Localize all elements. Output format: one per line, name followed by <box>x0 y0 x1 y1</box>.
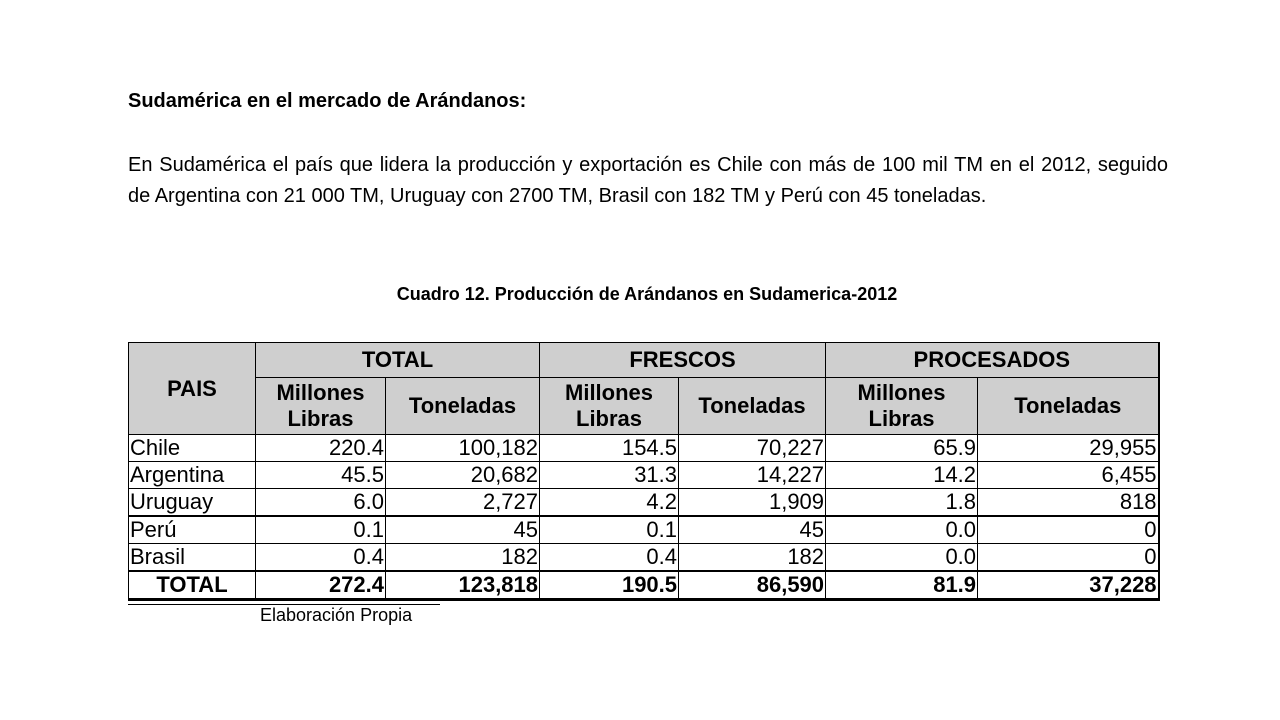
intro-paragraph: En Sudamérica el país que lidera la producción y exportación es Chile con más de 100 mil TM en el 2012, seguido de Argentina con 21 000 TM, Uruguay con 2700 TM, Brasil con 182 TM y Perú con 45 toneladas. <box>128 154 1168 207</box>
cell-frescos-millones: 4.2 <box>540 489 679 517</box>
row-country: Uruguay <box>129 489 256 517</box>
cell-frescos-millones: 154.5 <box>540 435 679 462</box>
table-subheader-row <box>129 378 1159 435</box>
cell-total-toneladas: 100,182 <box>386 435 540 462</box>
header-frescos-toneladas: Toneladas <box>679 378 826 435</box>
cell-frescos-toneladas: 86,590 <box>679 571 826 600</box>
cell-frescos-toneladas: 14,227 <box>679 462 826 489</box>
cell-procesados-millones: 14.2 <box>826 462 978 489</box>
cell-total-toneladas: 182 <box>386 544 540 572</box>
cell-total-millones: 0.1 <box>256 516 386 544</box>
row-country: Perú <box>129 516 256 544</box>
cell-total-millones: 0.4 <box>256 544 386 572</box>
cell-total-millones: 45.5 <box>256 462 386 489</box>
table-total-row <box>129 571 1159 600</box>
total-label: TOTAL <box>129 571 256 600</box>
section-heading: Sudamérica en el mercado de Arándanos: <box>128 90 527 112</box>
cell-frescos-toneladas: 45 <box>679 516 826 544</box>
cell-procesados-toneladas: 0 <box>978 516 1159 544</box>
header-total-toneladas: Toneladas <box>386 378 540 435</box>
table-row <box>129 489 1159 517</box>
cell-procesados-millones: 1.8 <box>826 489 978 517</box>
cell-total-millones: 220.4 <box>256 435 386 462</box>
header-pais: PAIS <box>129 343 256 435</box>
production-table <box>128 342 1160 601</box>
cell-procesados-millones: 0.0 <box>826 544 978 572</box>
table-row <box>129 462 1159 489</box>
cell-frescos-millones: 0.1 <box>540 516 679 544</box>
table-group-header-row <box>129 343 1159 378</box>
cell-frescos-toneladas: 182 <box>679 544 826 572</box>
header-total-millones: Millones Libras <box>256 378 386 435</box>
header-group-procesados: PROCESADOS <box>826 343 1159 378</box>
header-procesados-millones: Millones Libras <box>826 378 978 435</box>
header-procesados-toneladas: Toneladas <box>978 378 1159 435</box>
header-frescos-millones: Millones Libras <box>540 378 679 435</box>
cell-frescos-millones: 31.3 <box>540 462 679 489</box>
cell-procesados-toneladas: 29,955 <box>978 435 1159 462</box>
cell-total-toneladas: 45 <box>386 516 540 544</box>
table-row <box>129 435 1159 462</box>
cell-procesados-toneladas: 0 <box>978 544 1159 572</box>
row-country: Chile <box>129 435 256 462</box>
table-source-note: Elaboración Propia <box>128 604 440 626</box>
cell-frescos-toneladas: 70,227 <box>679 435 826 462</box>
cell-procesados-toneladas: 6,455 <box>978 462 1159 489</box>
cell-frescos-toneladas: 1,909 <box>679 489 826 517</box>
cell-procesados-millones: 65.9 <box>826 435 978 462</box>
cell-procesados-toneladas: 37,228 <box>978 571 1159 600</box>
table-row <box>129 544 1159 572</box>
cell-frescos-millones: 0.4 <box>540 544 679 572</box>
cell-total-toneladas: 20,682 <box>386 462 540 489</box>
cell-total-toneladas: 2,727 <box>386 489 540 517</box>
row-country: Brasil <box>129 544 256 572</box>
cell-frescos-millones: 190.5 <box>540 571 679 600</box>
header-group-total: TOTAL <box>256 343 540 378</box>
table-caption: Cuadro 12. Producción de Arándanos en Sudamerica-2012 <box>396 284 898 304</box>
cell-procesados-toneladas: 818 <box>978 489 1159 517</box>
cell-procesados-millones: 0.0 <box>826 516 978 544</box>
cell-total-millones: 6.0 <box>256 489 386 517</box>
cell-procesados-millones: 81.9 <box>826 571 978 600</box>
row-country: Argentina <box>129 462 256 489</box>
header-group-frescos: FRESCOS <box>540 343 826 378</box>
table-row <box>129 516 1159 544</box>
cell-total-millones: 272.4 <box>256 571 386 600</box>
cell-total-toneladas: 123,818 <box>386 571 540 600</box>
